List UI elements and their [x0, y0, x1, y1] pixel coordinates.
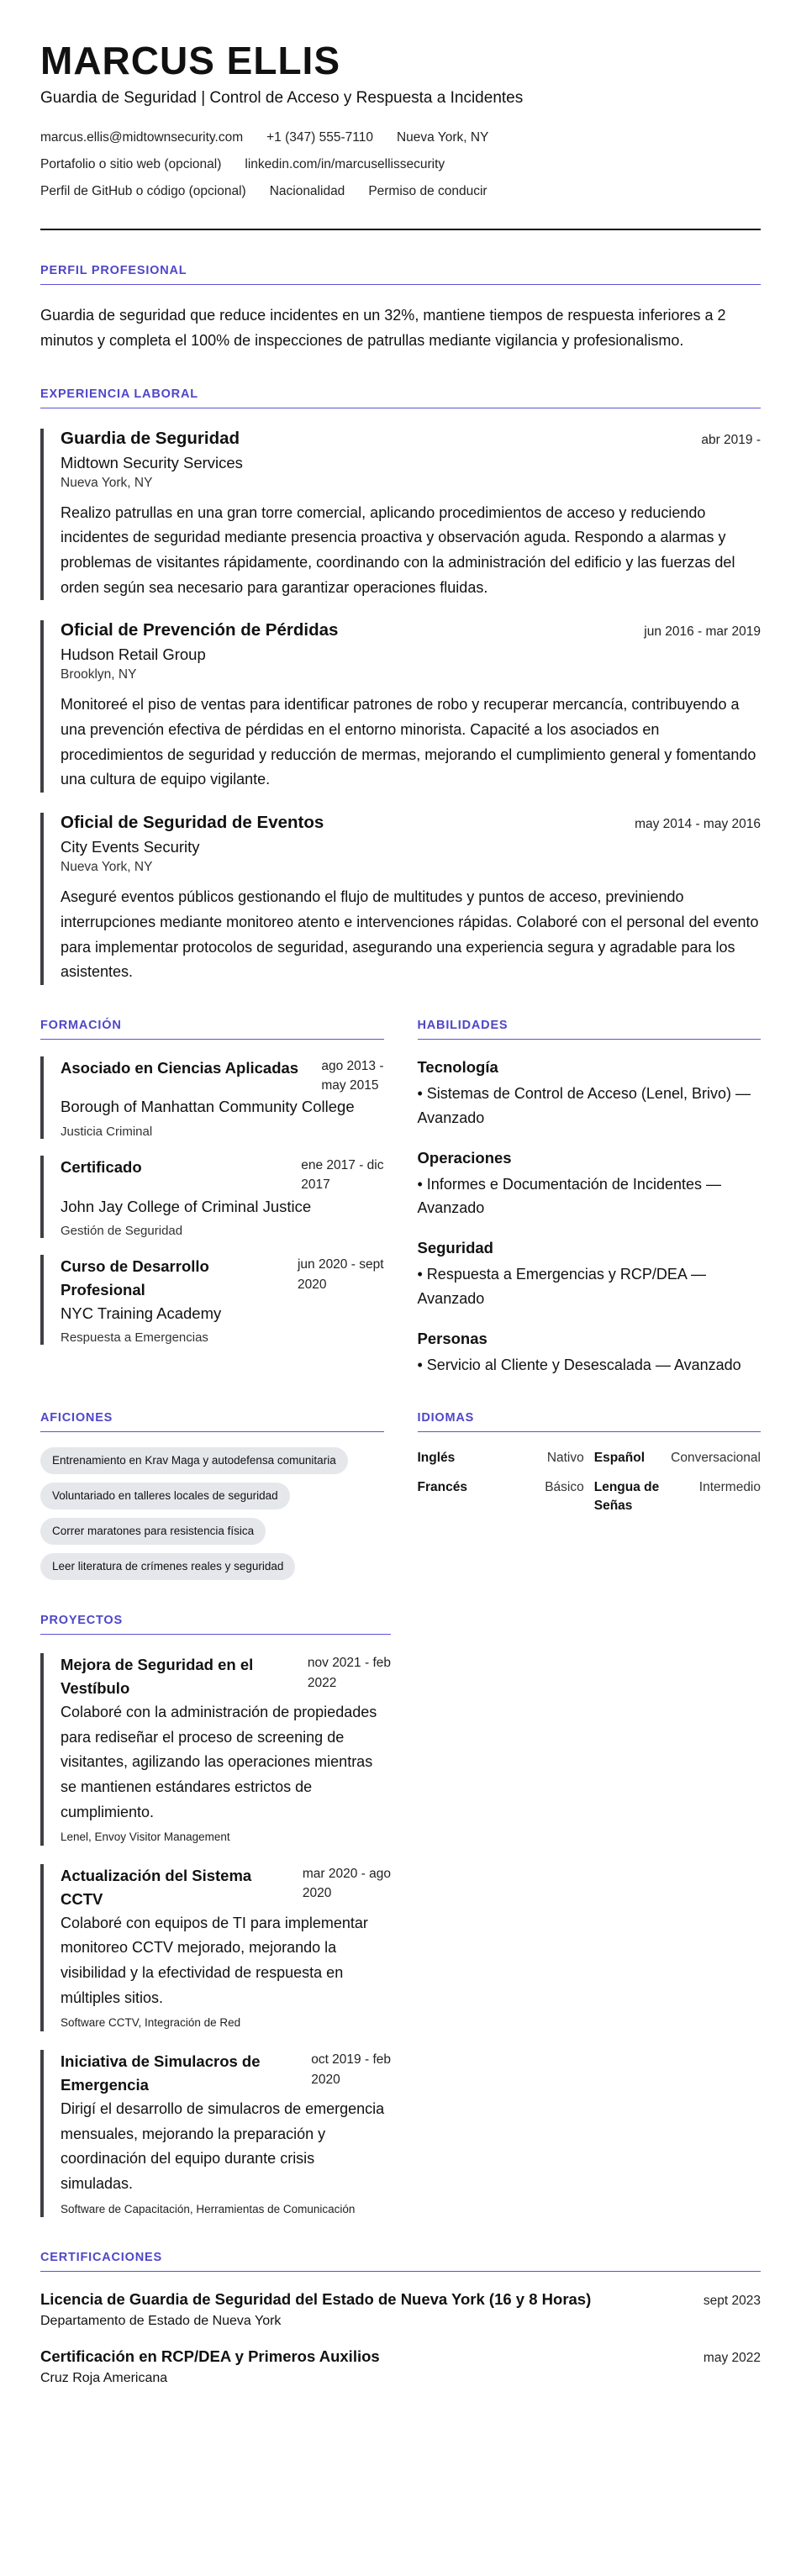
experience-description: Monitoreé el piso de ventas para identificar patrones de robo y recuperar mercancía, contribuyendo a una prevención efectiva de pérdidas en el entorno minorista. Capacité a los asociados en procedimientos de seguridad y reducción de mermas, mejorando el cumplimiento general y fomentando una cultura de equipo vigilante. [61, 696, 756, 788]
education-item [40, 1255, 384, 1345]
contact-location: Nueva York, NY [396, 130, 489, 145]
certification-name: Certificación en RCP/DEA y Primeros Auxilios [40, 2347, 380, 2366]
contact-linkedin[interactable]: linkedin.com/in/marcusellissecurity [245, 157, 445, 172]
experience-role: Guardia de Seguridad [61, 428, 240, 448]
education-skills-row [40, 1019, 761, 1378]
experience-item [40, 429, 761, 601]
hobbies-languages-row [40, 1411, 761, 1581]
experience-location: Nueva York, NY [61, 860, 153, 875]
project-tech: Software de Capacitación, Herramientas de Comunicación [61, 2202, 356, 2215]
skill-category: Tecnología [417, 1057, 498, 1076]
hobbies-section [40, 1411, 384, 1581]
skill-category: Seguridad [417, 1239, 493, 1257]
experience-dates: abr 2019 - [701, 432, 761, 447]
hobby-tag: Voluntariado en talleres locales de seguridad [40, 1483, 290, 1509]
education-field: Respuesta a Emergencias [61, 1330, 208, 1346]
resume-header [40, 40, 761, 230]
project-item [40, 2050, 391, 2217]
language-item [418, 1449, 584, 1467]
certification-date: sept 2023 [703, 2294, 761, 2309]
project-item [40, 1653, 391, 1846]
certification-issuer: Departamento de Estado de Nueva York [40, 2314, 282, 2329]
education-institution: NYC Training Academy [61, 1304, 222, 1322]
experience-item [40, 620, 761, 793]
summary-section [40, 264, 761, 353]
skill-group [418, 1149, 761, 1221]
experience-description: Aseguré eventos públicos gestionando el flujo de multitudes y puntos de acceso, previniendo interrupciones mediante monitoreo atento e intervenciones rápidas. Colaboré con el personal del evento para implementar protocolos de seguridad, asegurando una experiencia segura y agradable para los asistentes. [61, 888, 759, 981]
contact-github[interactable]: Perfil de GitHub o código (opcional) [40, 184, 246, 199]
certification-item [40, 2347, 761, 2386]
summary-heading: PERFIL PROFESIONAL [40, 264, 761, 285]
education-degree: Certificado [61, 1158, 142, 1177]
contact-phone[interactable]: +1 (347) 555-7110 [266, 130, 373, 145]
candidate-name: MARCUS ELLIS [40, 39, 340, 82]
project-name: Iniciativa de Simulacros de Emergencia [61, 2052, 261, 2094]
education-institution: Borough of Manhattan Community College [61, 1098, 355, 1116]
experience-company: Midtown Security Services [61, 453, 243, 471]
skills-heading: HABILIDADES [418, 1019, 761, 1040]
languages-heading: IDIOMAS [418, 1411, 761, 1432]
hobby-tag: Entrenamiento en Krav Maga y autodefensa comunitaria [40, 1447, 348, 1474]
skill-group [418, 1330, 761, 1378]
language-level: Nativo [546, 1450, 584, 1465]
skill-category: Personas [417, 1329, 487, 1347]
certifications-heading: CERTIFICACIONES [40, 2251, 761, 2272]
project-description: Colaboré con equipos de TI para implementar monitoreo CCTV mejorado, mejorando la visibilidad y la efectividad de respuesta en múltiples sitios. [61, 1914, 368, 2006]
projects-section [40, 1614, 391, 2217]
hobbies-list [40, 1447, 384, 1581]
education-degree: Curso de Desarrollo Profesional [61, 1257, 209, 1299]
languages-grid [418, 1449, 761, 1515]
experience-dates: may 2014 - may 2016 [635, 817, 761, 832]
certification-name: Licencia de Guardia de Seguridad del Estado de Nueva York (16 y 8 Horas) [40, 2290, 592, 2309]
language-item [418, 1478, 584, 1515]
project-dates: mar 2020 - ago 2020 [302, 1867, 391, 1901]
language-level: Conversacional [671, 1450, 761, 1465]
projects-heading: PROYECTOS [40, 1614, 391, 1635]
certification-issuer: Cruz Roja Americana [40, 2371, 168, 2386]
experience-location: Nueva York, NY [61, 475, 153, 490]
experience-description: Realizo patrullas en una gran torre comercial, aplicando procedimientos de acceso y reduciendo incidentes de seguridad mediante presencia proactiva y observación aguda. Respondo a alarmas y problemas de visitantes rápidamente, coordinando con la administración del edificio y las fuerzas del orden según sea necesario para garantizar operaciones fluidas. [61, 503, 735, 596]
education-degree: Asociado en Ciencias Aplicadas [61, 1058, 299, 1077]
certification-item [40, 2290, 761, 2329]
contact-license: Permiso de conducir [368, 184, 487, 199]
education-dates: ago 2013 - may 2015 [321, 1058, 384, 1093]
experience-company: City Events Security [61, 838, 200, 856]
language-level: Intermedio [698, 1480, 761, 1495]
language-name: Español [593, 1450, 646, 1465]
experience-dates: jun 2016 - mar 2019 [644, 624, 761, 640]
languages-section [418, 1411, 761, 1515]
project-tech: Lenel, Envoy Visitor Management [61, 1831, 230, 1844]
education-dates: jun 2020 - sept 2020 [297, 1257, 384, 1292]
education-field: Justicia Criminal [61, 1125, 153, 1140]
project-name: Mejora de Seguridad en el Vestíbulo [61, 1656, 254, 1698]
skill-group [418, 1058, 761, 1130]
experience-heading: EXPERIENCIA LABORAL [40, 387, 761, 408]
contact-portfolio[interactable]: Portafolio o sitio web (opcional) [40, 157, 222, 172]
project-item [40, 1864, 391, 2031]
experience-location: Brooklyn, NY [61, 667, 137, 682]
education-field: Gestión de Seguridad [61, 1224, 183, 1239]
experience-company: Hudson Retail Group [61, 645, 206, 664]
experience-item [40, 813, 761, 985]
contact-email[interactable]: marcus.ellis@midtownsecurity.com [40, 130, 244, 145]
education-heading: FORMACIÓN [40, 1019, 384, 1040]
certification-date: may 2022 [703, 2351, 761, 2366]
project-dates: nov 2021 - feb 2022 [307, 1656, 391, 1690]
skill-item: • Servicio al Cliente y Desescalada — Avanzado [417, 1356, 741, 1373]
project-name: Actualización del Sistema CCTV [61, 1867, 252, 1908]
hobbies-heading: AFICIONES [40, 1411, 384, 1432]
project-description: Colaboré con la administración de propiedades para rediseñar el proceso de screening de visitantes, agilizando las operaciones mientras se mantienen estándares estrictos de cumplimiento. [61, 1703, 377, 1820]
project-description: Dirigí el desarrollo de simulacros de emergencia mensuales, mejorando la preparación y coordinación del equipo durante crisis simuladas. [61, 2099, 385, 2192]
education-item [40, 1156, 384, 1238]
language-item [594, 1449, 761, 1467]
skill-item: • Respuesta a Emergencias y RCP/DEA — Avanzado [417, 1266, 706, 1307]
skill-item: • Informes e Documentación de Incidentes — Avanzado [417, 1175, 721, 1217]
experience-role: Oficial de Prevención de Pérdidas [61, 620, 339, 640]
certifications-section [40, 2251, 761, 2386]
hobby-tag: Leer literatura de crímenes reales y seguridad [40, 1553, 295, 1580]
candidate-headline: Guardia de Seguridad | Control de Acceso y Respuesta a Incidentes [40, 89, 524, 108]
language-name: Lengua de Señas [593, 1480, 660, 1513]
language-item [594, 1478, 761, 1515]
experience-role: Oficial de Seguridad de Eventos [61, 813, 324, 833]
contact-nationality: Nacionalidad [269, 184, 345, 199]
summary-text: Guardia de seguridad que reduce incidentes en un 32%, mantiene tiempos de respuesta inferiores a 2 minutos y completa el 100% de inspecciones de patrullas mediante vigilancia y profesionalismo. [40, 307, 726, 349]
header-divider [40, 229, 761, 230]
language-name: Inglés [417, 1450, 456, 1465]
language-name: Francés [417, 1480, 467, 1495]
experience-section [40, 387, 761, 985]
education-section [40, 1019, 384, 1346]
education-institution: John Jay College of Criminal Justice [61, 1197, 312, 1215]
skill-item: • Sistemas de Control de Acceso (Lenel, Brivo) — Avanzado [417, 1084, 751, 1126]
skill-group [418, 1239, 761, 1311]
contact-info [40, 124, 761, 205]
education-item [40, 1056, 384, 1139]
skills-section [418, 1019, 761, 1378]
project-dates: oct 2019 - feb 2020 [311, 2052, 391, 2087]
language-level: Básico [545, 1480, 584, 1495]
skill-category: Operaciones [417, 1148, 512, 1167]
hobby-tag: Correr maratones para resistencia física [40, 1518, 266, 1545]
education-dates: ene 2017 - dic 2017 [301, 1158, 384, 1193]
project-tech: Software CCTV, Integración de Red [61, 2016, 241, 2030]
